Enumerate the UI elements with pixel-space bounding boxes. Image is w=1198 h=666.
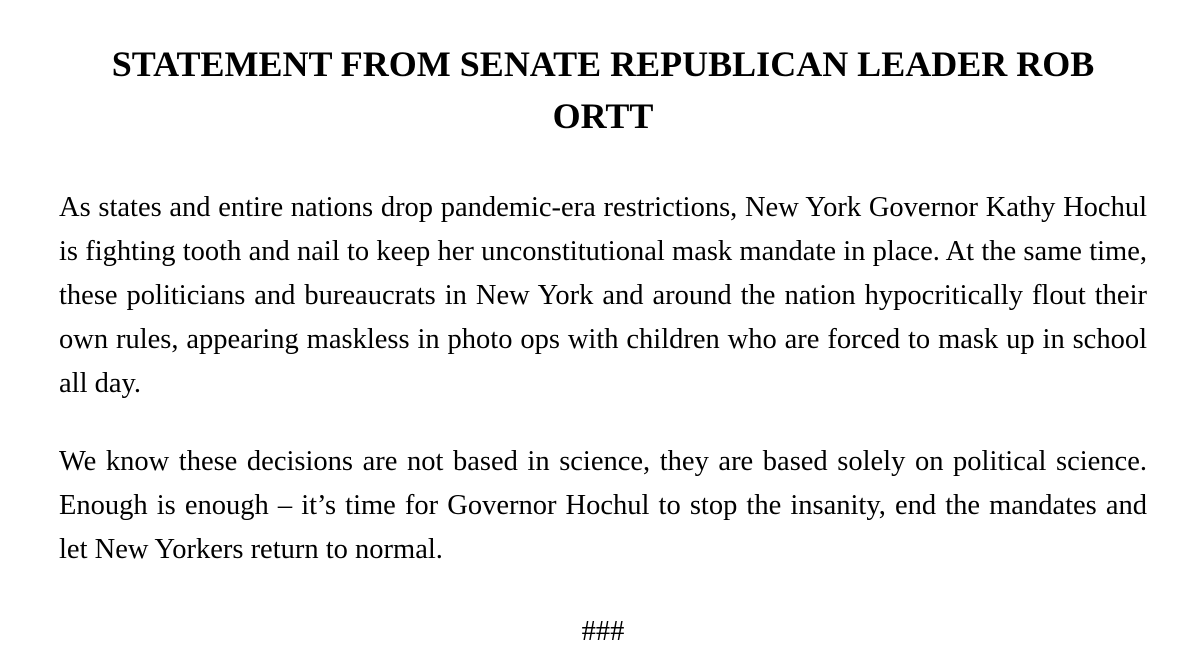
- statement-paragraph-2: We know these decisions are not based in science, they are based solely on political science. Enough is enough – it’s time for Governor Hochul to stop the insanity, end the mandates and let New Yorkers return to normal.: [59, 446, 1147, 565]
- end-of-release-mark: ###: [581, 616, 625, 647]
- statement-title: STATEMENT FROM SENATE REPUBLICAN LEADER ROB ORTT: [111, 44, 1095, 136]
- statement-paragraph-1: As states and entire nations drop pandemic-era restrictions, New York Governor Kathy Hochul is fighting tooth and nail to keep her unconstitutional mask mandate in place. At the same time, these politicians and bureaucrats in New York and around the nation hypocritically flout their own rules, appearing maskless in photo ops with children who are forced to mask up in school all day.: [59, 192, 1147, 399]
- press-statement: [59, 0, 1147, 654]
